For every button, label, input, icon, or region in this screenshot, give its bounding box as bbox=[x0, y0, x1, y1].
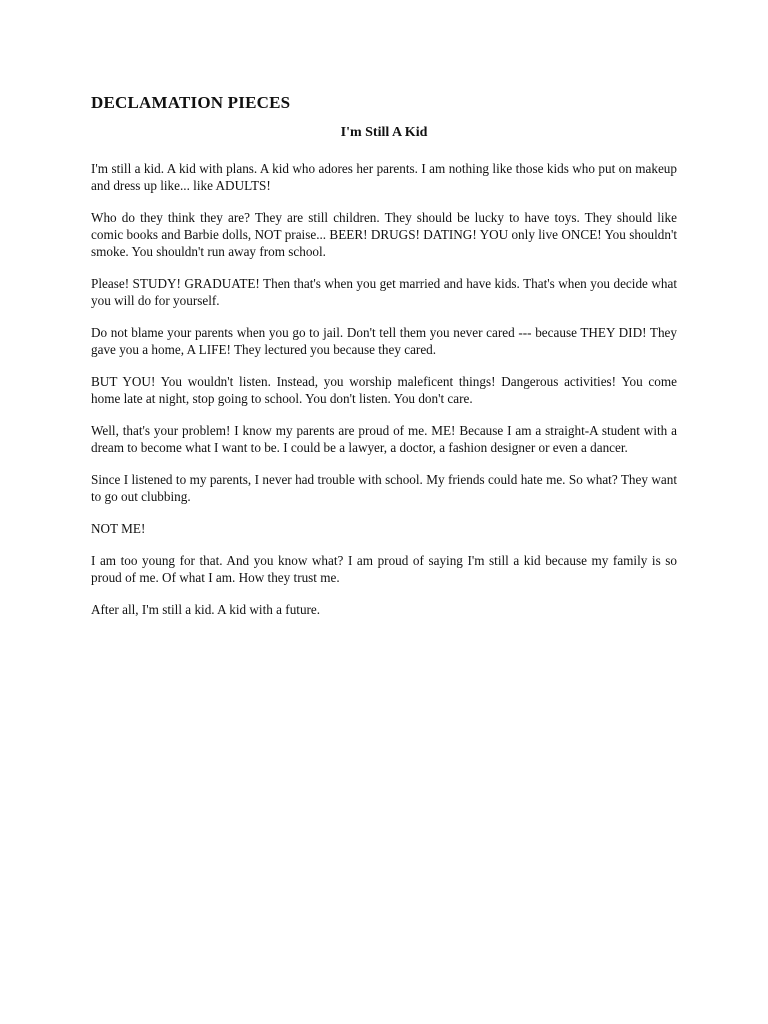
paragraph: Who do they think they are? They are still children. They should be lucky to have toys. They should like comic books and Barbie dolls, NOT praise... BEER! DRUGS! DATING! YOU only live ONCE! You shouldn't smoke. You shouldn't run away from school. bbox=[91, 210, 677, 259]
paragraph: Since I listened to my parents, I never had trouble with school. My friends could hate me. So what? They want to go out clubbing. bbox=[91, 472, 677, 504]
paragraph: Please! STUDY! GRADUATE! Then that's when you get married and have kids. That's when you decide what you will do for yourself. bbox=[91, 276, 677, 308]
paragraph: Do not blame your parents when you go to jail. Don't tell them you never cared --- because THEY DID! They gave you a home, A LIFE! They lectured you because they cared. bbox=[91, 325, 677, 357]
paragraph: NOT ME! bbox=[91, 521, 146, 536]
paragraph: Well, that's your problem! I know my parents are proud of me. ME! Because I am a straight-A student with a dream to become what I want to be. I could be a lawyer, a doctor, a fashion designer or even a dancer. bbox=[91, 423, 677, 455]
paragraph: BUT YOU! You wouldn't listen. Instead, you worship maleficent things! Dangerous activities! You come home late at night, stop going to school. You don't listen. You don't care. bbox=[91, 374, 677, 406]
document-heading: DECLAMATION PIECES bbox=[91, 93, 291, 112]
paragraph: I'm still a kid. A kid with plans. A kid who adores her parents. I am nothing like those kids who put on makeup and dress up like... like ADULTS! bbox=[91, 161, 677, 193]
paragraph: After all, I'm still a kid. A kid with a future. bbox=[91, 602, 321, 617]
document-body bbox=[91, 160, 677, 633]
piece-title: I'm Still A Kid bbox=[340, 125, 428, 140]
paragraph: I am too young for that. And you know what? I am proud of saying I'm still a kid because my family is so proud of me. Of what I am. How they trust me. bbox=[91, 553, 677, 585]
